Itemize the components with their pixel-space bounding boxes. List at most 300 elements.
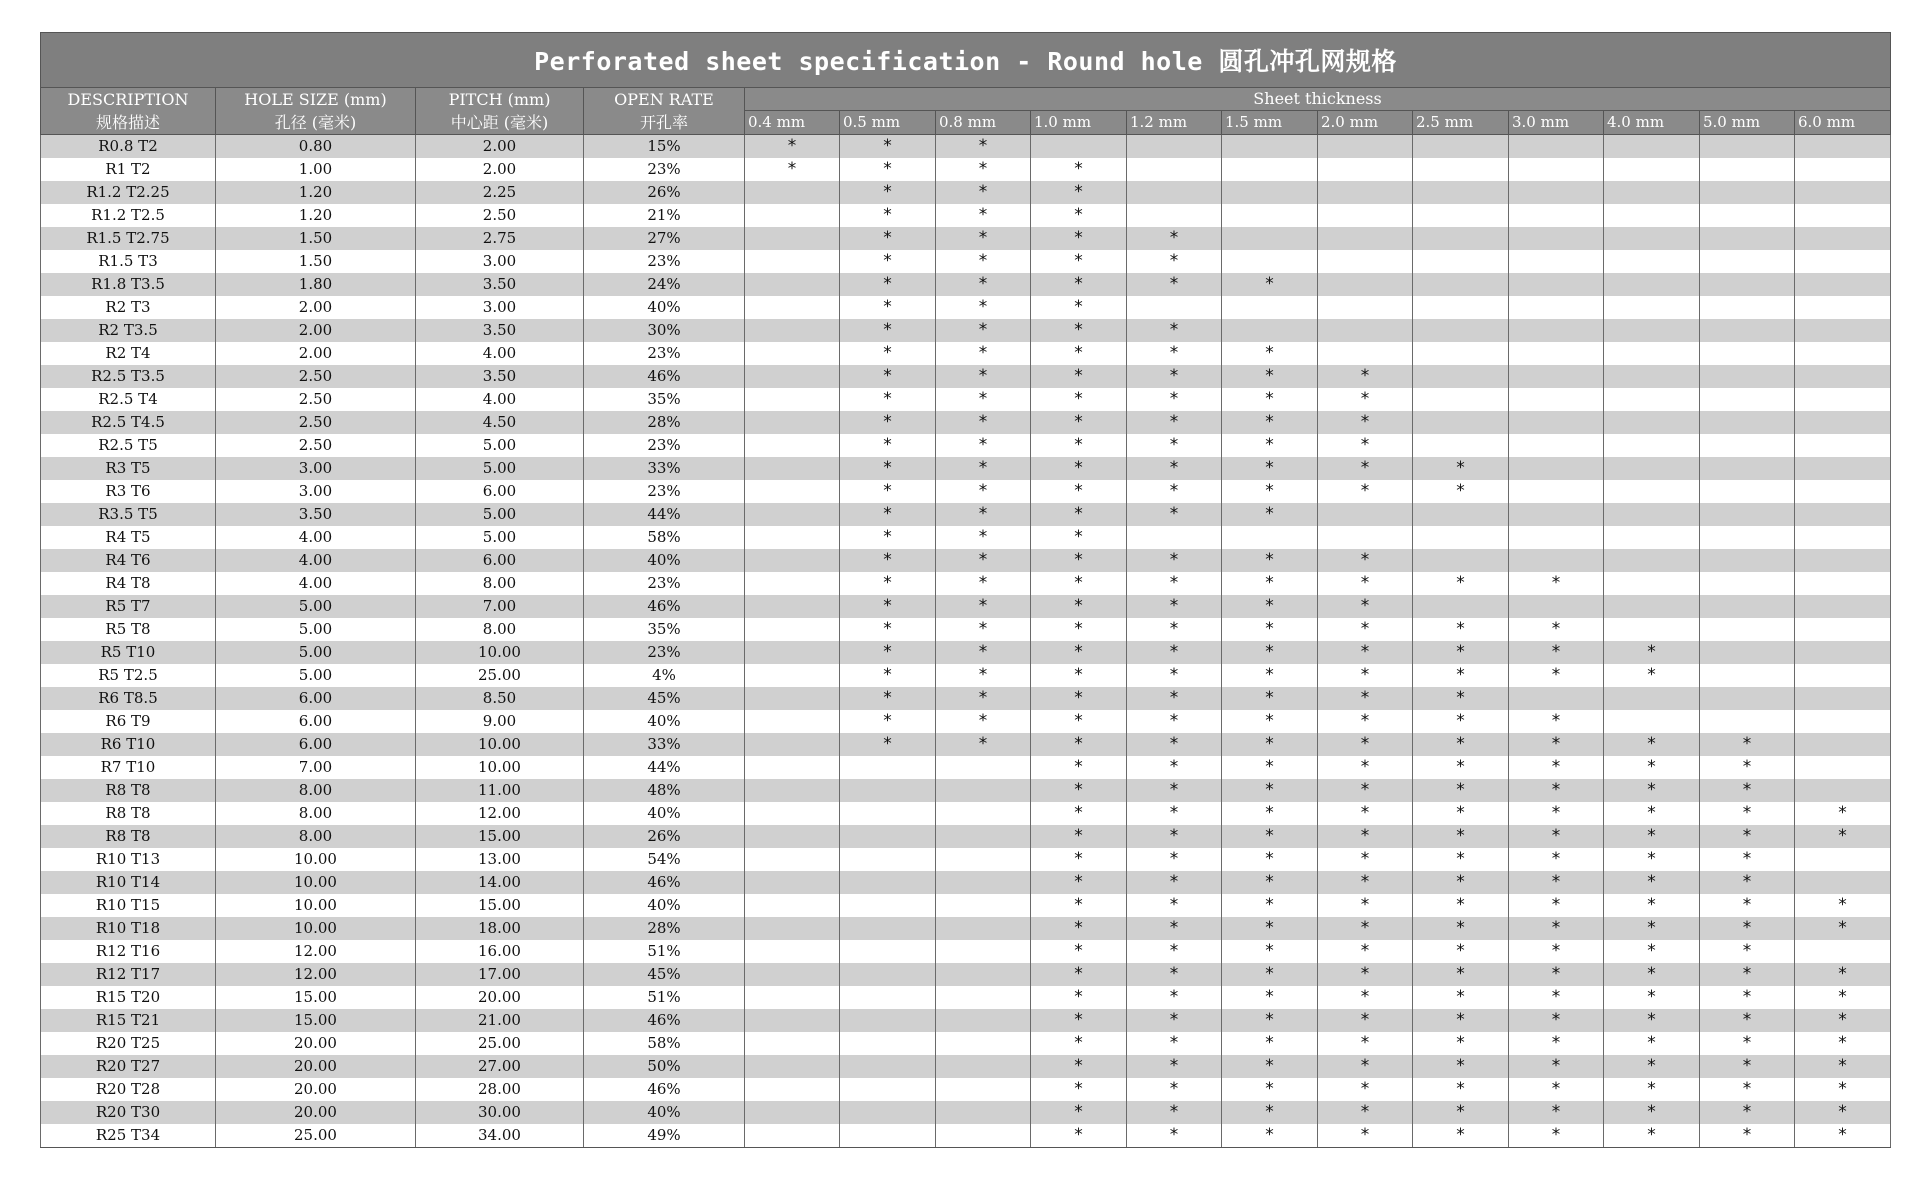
thickness-availability-cell <box>1509 411 1604 434</box>
table-row <box>41 434 1891 457</box>
thickness-availability-cell <box>745 733 840 756</box>
open-rate-cell: 30% <box>584 319 745 342</box>
description-cell: R20 T27 <box>41 1055 216 1078</box>
thickness-availability-cell: * <box>1222 1055 1318 1078</box>
table-row <box>41 779 1891 802</box>
thickness-availability-cell: * <box>1604 1009 1700 1032</box>
thickness-availability-cell: * <box>1222 1101 1318 1124</box>
open-rate-cell: 46% <box>584 871 745 894</box>
thickness-availability-cell: * <box>1031 618 1127 641</box>
thickness-availability-cell: * <box>1700 733 1795 756</box>
thickness-availability-cell: * <box>936 526 1031 549</box>
thickness-availability-cell: * <box>1318 1101 1413 1124</box>
hole-size-cell: 12.00 <box>216 940 416 963</box>
table-row <box>41 802 1891 825</box>
thickness-availability-cell: * <box>1509 1055 1604 1078</box>
thickness-header: 0.8 mm <box>936 111 1031 135</box>
hole-size-cell: 7.00 <box>216 756 416 779</box>
thickness-availability-cell <box>1795 779 1891 802</box>
thickness-availability-cell <box>1700 273 1795 296</box>
thickness-availability-cell: * <box>1509 641 1604 664</box>
thickness-availability-cell: * <box>1795 1078 1891 1101</box>
thickness-availability-cell <box>1509 457 1604 480</box>
thickness-availability-cell: * <box>1127 641 1222 664</box>
thickness-availability-cell <box>745 273 840 296</box>
thickness-availability-cell <box>1700 135 1795 159</box>
thickness-availability-cell: * <box>840 319 936 342</box>
open-rate-cell: 23% <box>584 641 745 664</box>
pitch-cell: 25.00 <box>416 664 584 687</box>
open-rate-cell: 15% <box>584 135 745 159</box>
open-rate-cell: 23% <box>584 434 745 457</box>
thickness-availability-cell: * <box>936 273 1031 296</box>
hole-size-cell: 2.50 <box>216 365 416 388</box>
thickness-availability-cell <box>1222 181 1318 204</box>
thickness-availability-cell <box>1700 158 1795 181</box>
table-row <box>41 526 1891 549</box>
open-rate-cell: 23% <box>584 250 745 273</box>
thickness-availability-cell <box>936 1101 1031 1124</box>
thickness-availability-cell: * <box>1222 273 1318 296</box>
open-rate-cell: 27% <box>584 227 745 250</box>
thickness-availability-cell <box>1318 250 1413 273</box>
thickness-availability-cell: * <box>1413 917 1509 940</box>
thickness-availability-cell: * <box>1031 825 1127 848</box>
thickness-availability-cell <box>745 664 840 687</box>
table-row <box>41 1124 1891 1148</box>
thickness-availability-cell: * <box>1127 1101 1222 1124</box>
thickness-availability-cell <box>1222 227 1318 250</box>
thickness-availability-cell: * <box>1031 296 1127 319</box>
thickness-availability-cell: * <box>1318 710 1413 733</box>
thickness-availability-cell: * <box>1031 986 1127 1009</box>
thickness-availability-cell: * <box>1031 1055 1127 1078</box>
thickness-availability-cell <box>1795 641 1891 664</box>
pitch-cell: 21.00 <box>416 1009 584 1032</box>
thickness-availability-cell <box>1700 457 1795 480</box>
description-cell: R10 T18 <box>41 917 216 940</box>
thickness-availability-cell: * <box>1222 388 1318 411</box>
thickness-availability-cell: * <box>936 135 1031 159</box>
thickness-availability-cell: * <box>936 434 1031 457</box>
thickness-availability-cell <box>1604 434 1700 457</box>
thickness-availability-cell: * <box>840 250 936 273</box>
hole-size-cell: 25.00 <box>216 1124 416 1148</box>
thickness-availability-cell: * <box>936 388 1031 411</box>
thickness-availability-cell: * <box>1222 342 1318 365</box>
table-row <box>41 273 1891 296</box>
thickness-availability-cell <box>1127 296 1222 319</box>
description-cell: R2.5 T4.5 <box>41 411 216 434</box>
open-rate-cell: 58% <box>584 1032 745 1055</box>
thickness-availability-cell: * <box>1413 641 1509 664</box>
hole-size-cell: 12.00 <box>216 963 416 986</box>
thickness-availability-cell: * <box>1031 710 1127 733</box>
pitch-cell: 6.00 <box>416 549 584 572</box>
thickness-availability-cell <box>745 549 840 572</box>
thickness-availability-cell <box>936 963 1031 986</box>
thickness-availability-cell: * <box>1031 549 1127 572</box>
thickness-availability-cell: * <box>1127 802 1222 825</box>
thickness-availability-cell: * <box>1413 848 1509 871</box>
thickness-availability-cell <box>1222 204 1318 227</box>
thickness-availability-cell: * <box>1795 917 1891 940</box>
thickness-availability-cell <box>1509 135 1604 159</box>
thickness-availability-cell: * <box>1604 1055 1700 1078</box>
thickness-availability-cell <box>745 457 840 480</box>
thickness-availability-cell <box>1604 710 1700 733</box>
hole-size-cell: 20.00 <box>216 1101 416 1124</box>
description-cell: R1.8 T3.5 <box>41 273 216 296</box>
description-cell: R5 T2.5 <box>41 664 216 687</box>
thickness-availability-cell <box>745 802 840 825</box>
header-description-en: DESCRIPTION <box>67 90 189 109</box>
thickness-availability-cell: * <box>1222 986 1318 1009</box>
thickness-availability-cell <box>745 204 840 227</box>
hole-size-cell: 2.00 <box>216 296 416 319</box>
thickness-availability-cell <box>1795 296 1891 319</box>
thickness-availability-cell: * <box>1222 940 1318 963</box>
description-cell: R10 T13 <box>41 848 216 871</box>
thickness-availability-cell: * <box>1509 986 1604 1009</box>
thickness-availability-cell: * <box>840 181 936 204</box>
thickness-availability-cell <box>1795 503 1891 526</box>
open-rate-cell: 23% <box>584 480 745 503</box>
table-row <box>41 618 1891 641</box>
thickness-availability-cell: * <box>1604 1032 1700 1055</box>
open-rate-cell: 50% <box>584 1055 745 1078</box>
thickness-availability-cell: * <box>1700 1124 1795 1148</box>
thickness-availability-cell: * <box>1509 825 1604 848</box>
hole-size-cell: 4.00 <box>216 526 416 549</box>
thickness-availability-cell: * <box>1795 825 1891 848</box>
thickness-availability-cell <box>1700 365 1795 388</box>
thickness-availability-cell <box>745 1078 840 1101</box>
thickness-availability-cell: * <box>936 641 1031 664</box>
thickness-availability-cell: * <box>1318 825 1413 848</box>
thickness-availability-cell: * <box>1318 802 1413 825</box>
table-row <box>41 181 1891 204</box>
thickness-availability-cell: * <box>1318 848 1413 871</box>
thickness-availability-cell <box>1700 503 1795 526</box>
spec-table <box>40 32 1891 1148</box>
thickness-availability-cell <box>1222 250 1318 273</box>
thickness-availability-cell: * <box>1222 618 1318 641</box>
pitch-cell: 28.00 <box>416 1078 584 1101</box>
thickness-availability-cell: * <box>1413 1101 1509 1124</box>
hole-size-cell: 8.00 <box>216 825 416 848</box>
thickness-availability-cell: * <box>1318 457 1413 480</box>
thickness-availability-cell: * <box>1509 940 1604 963</box>
thickness-availability-cell <box>1509 204 1604 227</box>
thickness-availability-cell: * <box>1509 664 1604 687</box>
thickness-availability-cell: * <box>1604 894 1700 917</box>
thickness-availability-cell <box>936 1032 1031 1055</box>
thickness-header: 0.5 mm <box>840 111 936 135</box>
open-rate-cell: 46% <box>584 365 745 388</box>
thickness-availability-cell <box>1413 365 1509 388</box>
thickness-availability-cell: * <box>1413 480 1509 503</box>
thickness-availability-cell: * <box>1509 963 1604 986</box>
thickness-availability-cell <box>745 756 840 779</box>
table-row <box>41 871 1891 894</box>
thickness-availability-cell <box>1318 342 1413 365</box>
thickness-availability-cell: * <box>1127 1032 1222 1055</box>
thickness-availability-cell: * <box>1222 503 1318 526</box>
hole-size-cell: 3.50 <box>216 503 416 526</box>
pitch-cell: 16.00 <box>416 940 584 963</box>
thickness-availability-cell: * <box>1413 457 1509 480</box>
thickness-availability-cell <box>1604 250 1700 273</box>
thickness-availability-cell: * <box>936 710 1031 733</box>
thickness-availability-cell <box>745 480 840 503</box>
thickness-availability-cell: * <box>1413 779 1509 802</box>
thickness-availability-cell <box>840 986 936 1009</box>
thickness-availability-cell: * <box>1318 411 1413 434</box>
hole-size-cell: 5.00 <box>216 641 416 664</box>
thickness-availability-cell <box>840 1124 936 1148</box>
thickness-availability-cell: * <box>1127 940 1222 963</box>
open-rate-cell: 40% <box>584 802 745 825</box>
thickness-availability-cell: * <box>1031 273 1127 296</box>
description-cell: R4 T6 <box>41 549 216 572</box>
thickness-availability-cell: * <box>1318 664 1413 687</box>
thickness-availability-cell <box>1795 250 1891 273</box>
thickness-availability-cell: * <box>1413 1009 1509 1032</box>
thickness-availability-cell: * <box>1031 687 1127 710</box>
thickness-availability-cell <box>1318 158 1413 181</box>
thickness-availability-cell: * <box>1604 802 1700 825</box>
thickness-availability-cell <box>745 296 840 319</box>
description-cell: R12 T16 <box>41 940 216 963</box>
thickness-availability-cell: * <box>840 595 936 618</box>
thickness-availability-cell: * <box>1604 664 1700 687</box>
hole-size-cell: 3.00 <box>216 457 416 480</box>
thickness-availability-cell: * <box>936 342 1031 365</box>
thickness-availability-cell <box>1413 296 1509 319</box>
open-rate-cell: 44% <box>584 756 745 779</box>
hole-size-cell: 4.00 <box>216 549 416 572</box>
table-row <box>41 894 1891 917</box>
thickness-availability-cell: * <box>1318 595 1413 618</box>
thickness-availability-cell <box>1318 296 1413 319</box>
thickness-availability-cell: * <box>840 227 936 250</box>
thickness-availability-cell: * <box>1413 618 1509 641</box>
description-cell: R2.5 T3.5 <box>41 365 216 388</box>
thickness-availability-cell: * <box>1031 158 1127 181</box>
thickness-availability-cell <box>936 871 1031 894</box>
open-rate-cell: 44% <box>584 503 745 526</box>
thickness-availability-cell <box>1509 388 1604 411</box>
thickness-availability-cell <box>1509 273 1604 296</box>
thickness-availability-cell <box>745 618 840 641</box>
hole-size-cell: 8.00 <box>216 802 416 825</box>
thickness-availability-cell <box>1413 227 1509 250</box>
thickness-availability-cell: * <box>1604 756 1700 779</box>
thickness-availability-cell <box>1795 687 1891 710</box>
table-row <box>41 917 1891 940</box>
thickness-availability-cell <box>745 1124 840 1148</box>
description-cell: R20 T25 <box>41 1032 216 1055</box>
thickness-availability-cell <box>1413 319 1509 342</box>
thickness-availability-cell <box>1604 503 1700 526</box>
pitch-cell: 4.50 <box>416 411 584 434</box>
thickness-availability-cell: * <box>1795 1124 1891 1148</box>
thickness-availability-cell: * <box>1222 802 1318 825</box>
thickness-availability-cell: * <box>1031 319 1127 342</box>
thickness-availability-cell: * <box>840 480 936 503</box>
thickness-availability-cell <box>745 687 840 710</box>
table-row <box>41 848 1891 871</box>
thickness-availability-cell: * <box>1604 779 1700 802</box>
thickness-header: 1.0 mm <box>1031 111 1127 135</box>
thickness-availability-cell <box>745 411 840 434</box>
thickness-availability-cell <box>745 1055 840 1078</box>
description-cell: R25 T34 <box>41 1124 216 1148</box>
pitch-cell: 15.00 <box>416 825 584 848</box>
thickness-availability-cell <box>1127 526 1222 549</box>
thickness-availability-cell: * <box>1031 1124 1127 1148</box>
hole-size-cell: 1.20 <box>216 181 416 204</box>
description-cell: R0.8 T2 <box>41 135 216 159</box>
thickness-availability-cell: * <box>1127 825 1222 848</box>
thickness-availability-cell: * <box>1127 503 1222 526</box>
open-rate-cell: 45% <box>584 687 745 710</box>
thickness-availability-cell: * <box>1031 963 1127 986</box>
thickness-availability-cell <box>840 802 936 825</box>
table-row <box>41 756 1891 779</box>
thickness-availability-cell: * <box>1413 572 1509 595</box>
thickness-availability-cell: * <box>1318 641 1413 664</box>
thickness-availability-cell <box>1318 503 1413 526</box>
thickness-availability-cell <box>1509 526 1604 549</box>
thickness-availability-cell <box>745 1032 840 1055</box>
thickness-availability-cell: * <box>1413 1032 1509 1055</box>
thickness-availability-cell: * <box>1413 664 1509 687</box>
thickness-availability-cell: * <box>1700 986 1795 1009</box>
open-rate-cell: 51% <box>584 940 745 963</box>
thickness-availability-cell: * <box>1700 1055 1795 1078</box>
thickness-availability-cell: * <box>1413 940 1509 963</box>
description-cell: R6 T10 <box>41 733 216 756</box>
thickness-availability-cell: * <box>936 664 1031 687</box>
open-rate-cell: 26% <box>584 181 745 204</box>
description-cell: R8 T8 <box>41 802 216 825</box>
thickness-availability-cell: * <box>1700 1009 1795 1032</box>
pitch-cell: 10.00 <box>416 641 584 664</box>
thickness-availability-cell: * <box>1031 457 1127 480</box>
thickness-availability-cell <box>745 595 840 618</box>
thickness-availability-cell <box>1795 388 1891 411</box>
thickness-availability-cell <box>745 986 840 1009</box>
table-row <box>41 365 1891 388</box>
open-rate-cell: 48% <box>584 779 745 802</box>
description-cell: R10 T14 <box>41 871 216 894</box>
thickness-availability-cell: * <box>1031 365 1127 388</box>
thickness-availability-cell: * <box>1222 894 1318 917</box>
thickness-availability-cell: * <box>1127 595 1222 618</box>
pitch-cell: 5.00 <box>416 503 584 526</box>
hole-size-cell: 6.00 <box>216 687 416 710</box>
hole-size-cell: 20.00 <box>216 1032 416 1055</box>
thickness-availability-cell: * <box>1509 779 1604 802</box>
hole-size-cell: 5.00 <box>216 664 416 687</box>
thickness-availability-cell: * <box>1604 848 1700 871</box>
thickness-availability-cell <box>1700 227 1795 250</box>
description-cell: R5 T10 <box>41 641 216 664</box>
thickness-availability-cell: * <box>1031 779 1127 802</box>
thickness-availability-cell <box>1795 227 1891 250</box>
table-row <box>41 940 1891 963</box>
thickness-availability-cell: * <box>1509 894 1604 917</box>
thickness-availability-cell: * <box>1222 549 1318 572</box>
description-cell: R15 T21 <box>41 1009 216 1032</box>
thickness-availability-cell <box>745 779 840 802</box>
table-row <box>41 250 1891 273</box>
thickness-availability-cell: * <box>1127 848 1222 871</box>
thickness-availability-cell <box>1222 319 1318 342</box>
hole-size-cell: 20.00 <box>216 1055 416 1078</box>
thickness-availability-cell <box>1700 342 1795 365</box>
thickness-availability-cell: * <box>1031 572 1127 595</box>
thickness-availability-cell: * <box>936 365 1031 388</box>
thickness-availability-cell: * <box>840 526 936 549</box>
open-rate-cell: 51% <box>584 986 745 1009</box>
thickness-availability-cell <box>1604 572 1700 595</box>
thickness-availability-cell: * <box>1413 963 1509 986</box>
thickness-availability-cell: * <box>840 273 936 296</box>
thickness-availability-cell: * <box>1127 1009 1222 1032</box>
description-cell: R7 T10 <box>41 756 216 779</box>
pitch-cell: 18.00 <box>416 917 584 940</box>
open-rate-cell: 23% <box>584 572 745 595</box>
thickness-availability-cell: * <box>1413 802 1509 825</box>
thickness-availability-cell <box>840 1055 936 1078</box>
table-row <box>41 1055 1891 1078</box>
thickness-availability-cell: * <box>1509 710 1604 733</box>
thickness-availability-cell <box>745 940 840 963</box>
thickness-availability-cell: * <box>840 434 936 457</box>
thickness-availability-cell <box>1700 526 1795 549</box>
thickness-availability-cell <box>1509 342 1604 365</box>
thickness-availability-cell: * <box>1318 1078 1413 1101</box>
thickness-availability-cell: * <box>936 480 1031 503</box>
thickness-availability-cell <box>1700 618 1795 641</box>
pitch-cell: 7.00 <box>416 595 584 618</box>
thickness-availability-cell <box>1795 664 1891 687</box>
thickness-availability-cell <box>1795 940 1891 963</box>
thickness-availability-cell <box>1700 480 1795 503</box>
thickness-availability-cell: * <box>1031 1101 1127 1124</box>
thickness-availability-cell <box>1604 687 1700 710</box>
open-rate-cell: 35% <box>584 618 745 641</box>
thickness-availability-cell <box>1413 388 1509 411</box>
thickness-availability-cell: * <box>1222 664 1318 687</box>
thickness-availability-cell: * <box>936 549 1031 572</box>
header-sheet-thickness: Sheet thickness <box>745 88 1891 111</box>
thickness-availability-cell <box>1795 572 1891 595</box>
description-cell: R1 T2 <box>41 158 216 181</box>
thickness-availability-cell <box>1318 526 1413 549</box>
thickness-availability-cell <box>840 779 936 802</box>
description-cell: R15 T20 <box>41 986 216 1009</box>
hole-size-cell: 2.50 <box>216 434 416 457</box>
open-rate-cell: 28% <box>584 917 745 940</box>
thickness-availability-cell: * <box>1031 756 1127 779</box>
thickness-availability-cell: * <box>1127 480 1222 503</box>
thickness-availability-cell <box>1318 319 1413 342</box>
thickness-availability-cell: * <box>1031 388 1127 411</box>
